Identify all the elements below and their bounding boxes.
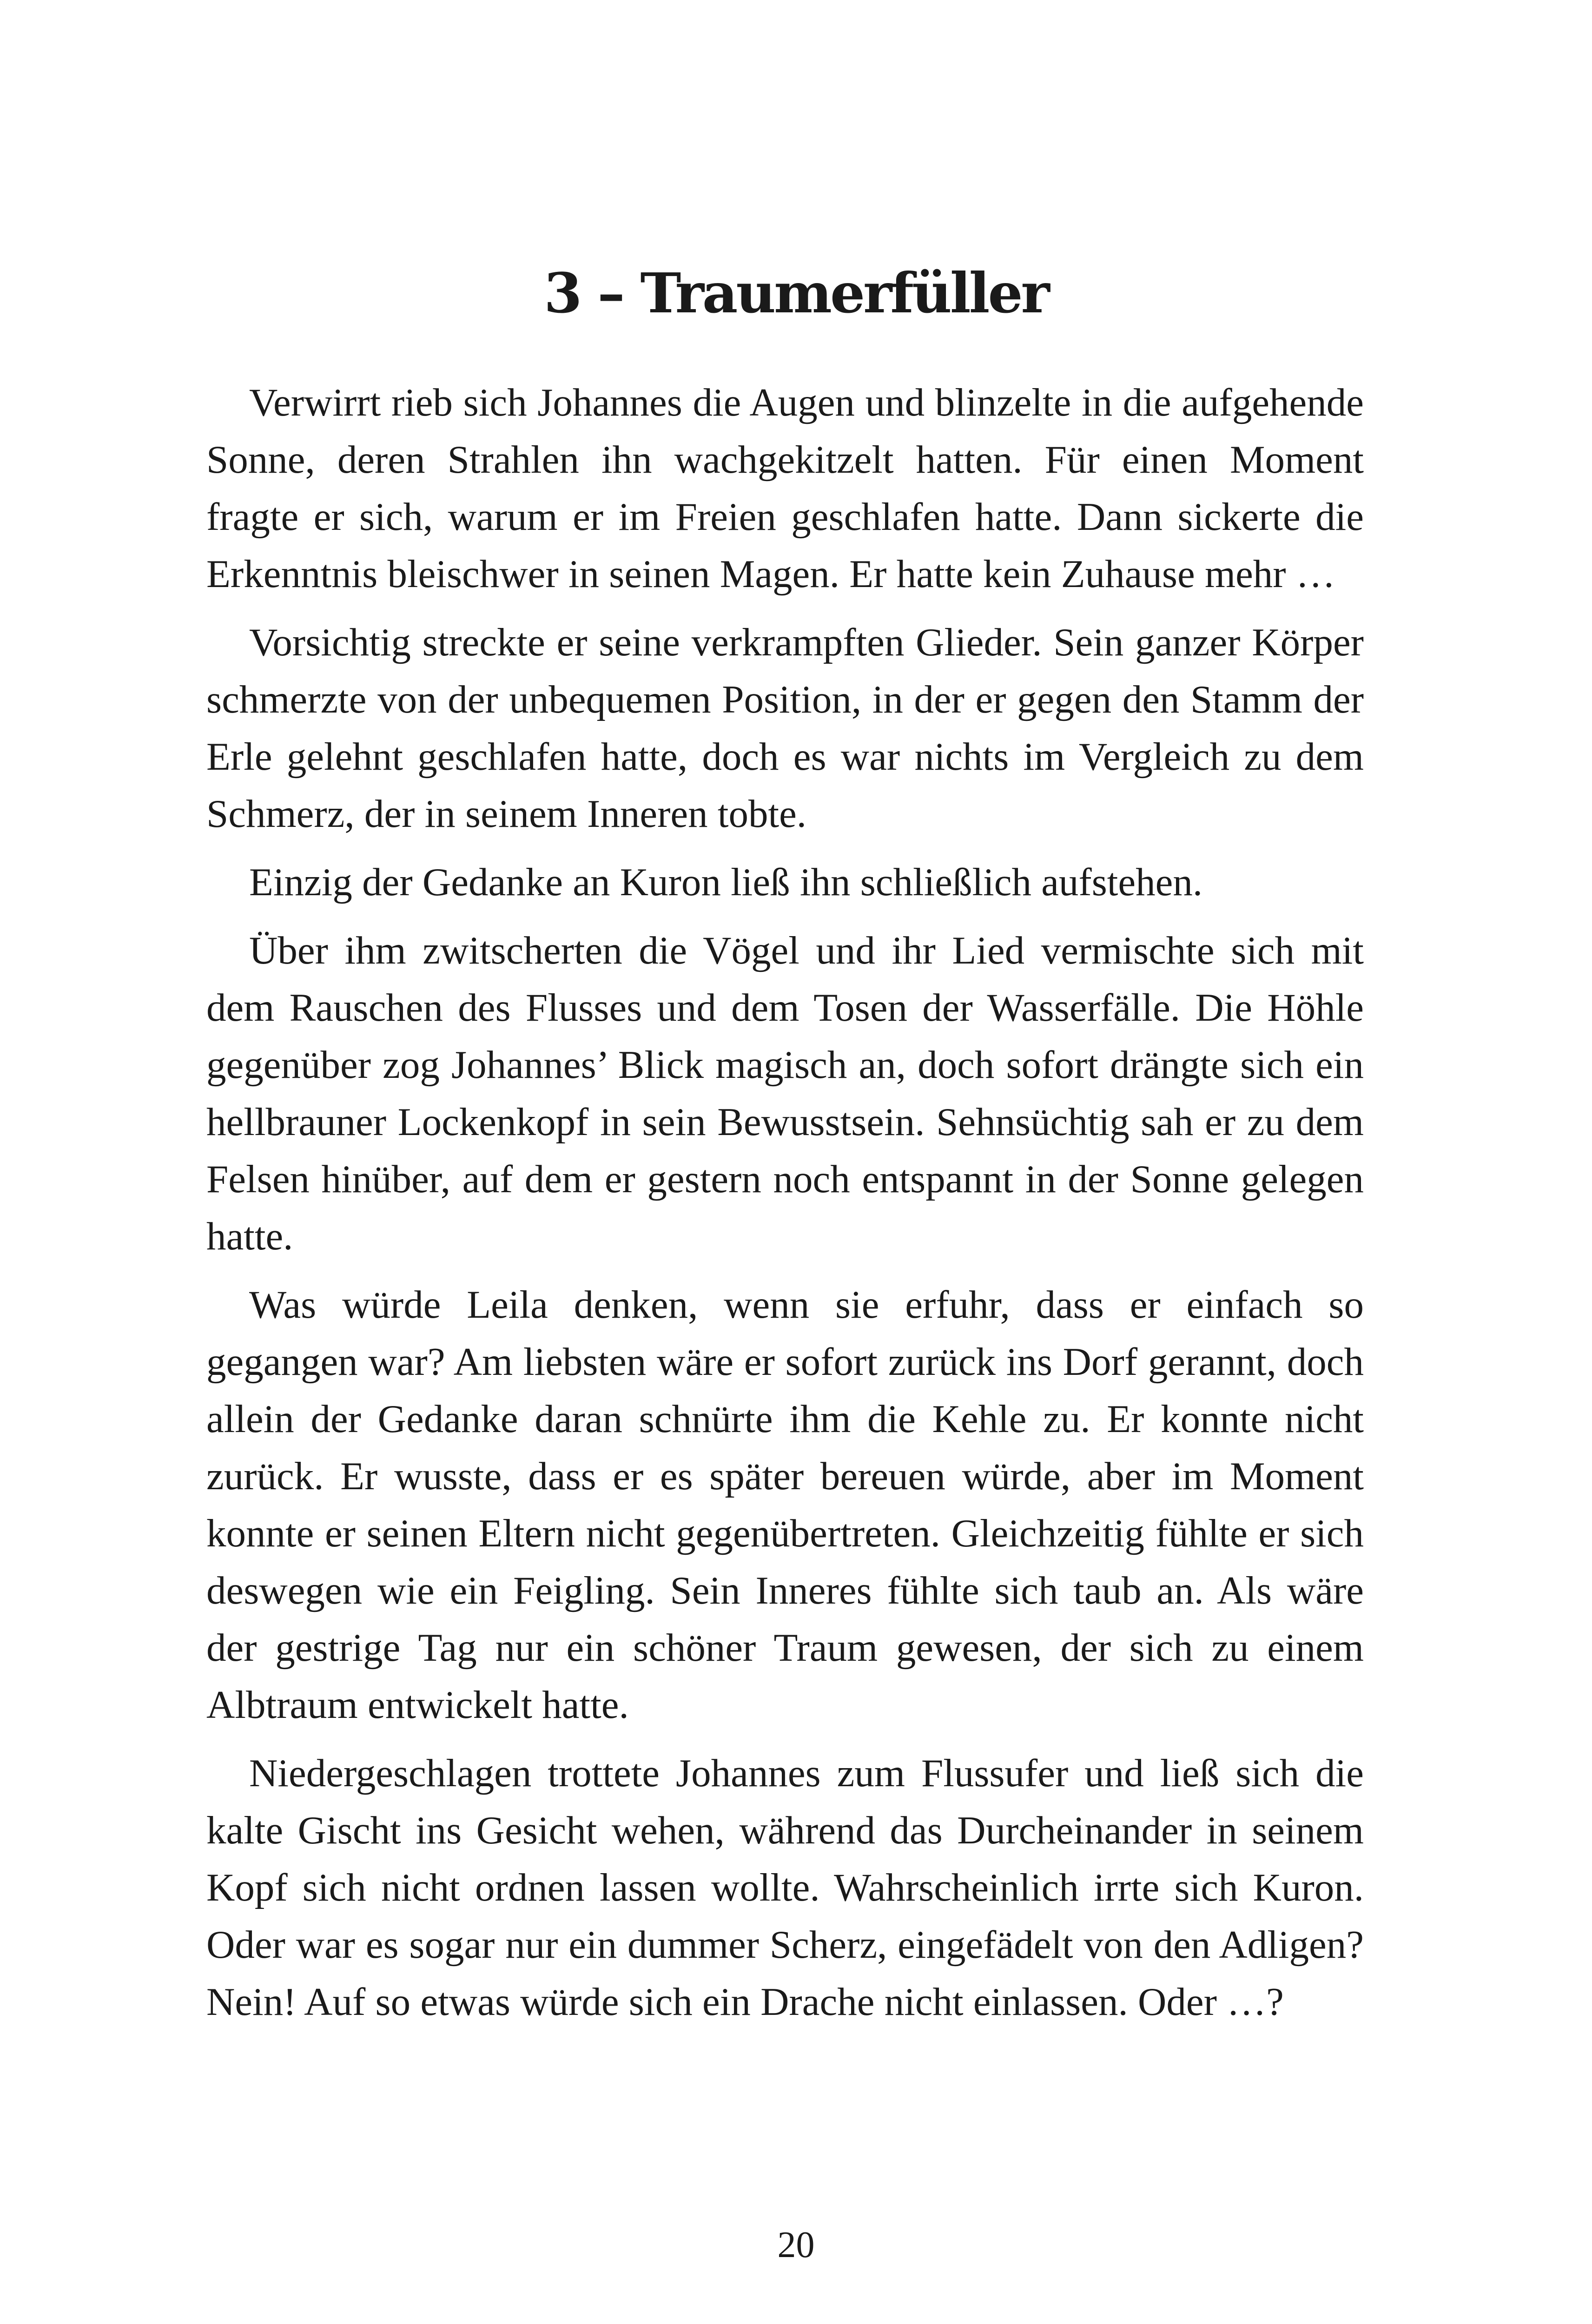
chapter-body [206, 374, 1364, 2042]
paragraph: Einzig der Gedanke an Kuron ließ ihn schließlich aufstehen. [249, 860, 1203, 904]
page-number: 20 [777, 2225, 815, 2265]
paragraph: Niedergeschlagen trottete Johannes zum Flussufer und ließ sich die kalte Gischt ins Gesicht wehen, während das Durcheinander in seinem Kopf sich nicht ordnen lassen wollte. Wahrscheinlich irrte sich Kuron. Oder war es sogar nur ein dummer Scherz, eingefädelt von den Adligen? Nein! Auf so etwas würde sich ein Drache nicht einlassen. Oder …? [206, 1751, 1364, 2024]
paragraph: Was würde Leila denken, wenn sie erfuhr, dass er einfach so gegangen war? Am liebsten wäre er sofort zurück ins Dorf gerannt, doch allein der Gedanke daran schnürte ihm die Kehle zu. Er konnte nicht zurück. Er wusste, dass er es später bereuen würde, aber im Moment konnte er seinen Eltern nicht gegenübertreten. Gleichzeitig fühlte er sich deswegen wie ein Feigling. Sein Inneres fühlte sich taub an. Als wäre der gestrige Tag nur ein schöner Traum gewesen, der sich zu einem Albtraum entwickelt hatte. [206, 1283, 1364, 1727]
paragraph: Verwirrt rieb sich Johannes die Augen und blinzelte in die aufgehende Sonne, deren Strahlen ihn wachgekitzelt hatten. Für einen Moment fragte er sich, warum er im Freien geschlafen hatte. Dann sickerte die Erkenntnis bleischwer in seinen Magen. Er hatte kein Zuhause mehr … [206, 381, 1364, 596]
chapter-title: 3 – Traumerfüller [544, 261, 1048, 325]
paragraph: Vorsichtig streckte er seine verkrampften Glieder. Sein ganzer Körper schmerzte von der unbequemen Position, in der er gegen den Stamm der Erle gelehnt geschlafen hatte, doch es war nichts im Vergleich zu dem Schmerz, der in seinem Inneren tobte. [206, 621, 1364, 836]
paragraph: Über ihm zwitscherten die Vögel und ihr Lied vermischte sich mit dem Rauschen des Flusses und dem Tosen der Wasserfälle. Die Höhle gegenüber zog Johannes’ Blick magisch an, doch sofort drängte sich ein hellbrauner Lockenkopf in sein Bewusstsein. Sehnsüchtig sah er zu dem Felsen hinüber, auf dem er gestern noch entspannt in der Sonne gelegen hatte. [206, 929, 1364, 1258]
